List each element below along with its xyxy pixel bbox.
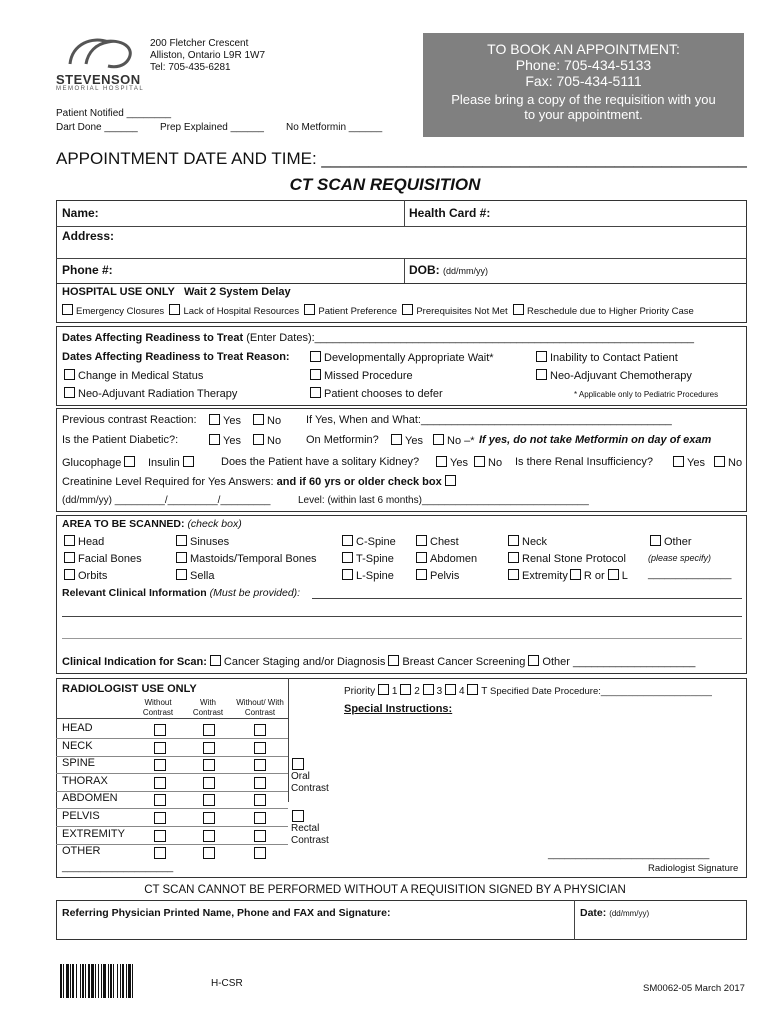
booking-note-2: to your appointment. — [524, 107, 643, 122]
radiologist-signature-label: Radiologist Signature — [648, 863, 739, 874]
without-contrast-checkbox[interactable] — [154, 812, 166, 824]
area-renal-stone[interactable]: Renal Stone Protocol — [508, 552, 626, 565]
without-contrast-checkbox[interactable] — [154, 759, 166, 771]
without-with-contrast-checkbox[interactable] — [254, 847, 266, 859]
with-contrast-checkbox[interactable] — [203, 724, 215, 736]
without-with-contrast-checkbox[interactable] — [254, 742, 266, 754]
referring-box — [56, 900, 747, 940]
option-patient-preference[interactable]: Patient Preference — [304, 306, 397, 317]
rectal-contrast-label: Rectal Contrast — [291, 823, 329, 846]
metformin-no[interactable]: No –* — [433, 434, 475, 447]
option-reschedule[interactable]: Reschedule due to Higher Priority Case — [513, 306, 694, 317]
with-contrast-checkbox[interactable] — [203, 794, 215, 806]
hospital-use-options — [62, 304, 694, 317]
form-title: CT SCAN REQUISITION — [289, 175, 481, 194]
reason-patient-defer[interactable]: Patient chooses to defer — [310, 387, 443, 400]
without-contrast-checkbox[interactable] — [154, 724, 166, 736]
radiologist-title: RADIOLOGIST USE ONLY — [62, 683, 197, 695]
if-yes-field[interactable]: If Yes, When and What:_________________________________________ — [306, 414, 672, 426]
without-with-contrast-checkbox[interactable] — [254, 777, 266, 789]
renal-no[interactable]: No — [714, 456, 742, 469]
logo-mark-icon — [62, 34, 142, 72]
hospital-tel: Tel: 705-435-6281 — [150, 62, 231, 73]
area-orbits[interactable]: Orbits — [64, 569, 107, 582]
radiologist-signature-line[interactable]: _____________________________ — [548, 849, 710, 860]
specified-date-field[interactable]: Specified Date Procedure:_____________________ — [490, 686, 712, 697]
prev-reaction-yes[interactable]: Yes — [209, 414, 241, 427]
prep-explained: Prep Explained ______ — [160, 122, 264, 133]
dob-format: (dd/mm/yy) — [443, 266, 489, 276]
radiologist-blank-line[interactable]: ____________________ — [62, 862, 174, 873]
region-label: THORAX — [62, 774, 108, 787]
area-l-spine[interactable]: L-Spine — [342, 569, 394, 582]
oral-contrast-label: Oral Contrast — [291, 771, 329, 794]
area-head[interactable]: Head — [64, 535, 104, 548]
rectal-contrast-checkbox[interactable] — [292, 810, 304, 822]
hospital-address — [150, 38, 265, 74]
option-emergency[interactable]: Emergency Closures — [62, 306, 164, 317]
region-label: NECK — [62, 739, 93, 752]
with-contrast-checkbox[interactable] — [203, 777, 215, 789]
relevant-line-3[interactable] — [62, 638, 742, 639]
with-contrast-checkbox[interactable] — [203, 830, 215, 842]
creatinine-60-checkbox[interactable] — [445, 475, 456, 486]
no-metformin: No Metformin ______ — [286, 122, 383, 133]
address-line-2: Alliston, Ontario L9R 1W7 — [150, 50, 266, 61]
health-card-field[interactable]: Health Card #: — [409, 206, 491, 220]
option-lack-resources[interactable]: Lack of Hospital Resources — [169, 306, 299, 317]
dob-field[interactable] — [409, 263, 488, 277]
special-instructions-label: Special Instructions: — [344, 703, 453, 715]
patient-notified: Patient Notified ________ — [56, 108, 172, 119]
dob-label: DOB: — [409, 263, 440, 277]
referring-physician-field[interactable]: Referring Physician Printed Name, Phone and FAX and Signature: — [62, 907, 391, 919]
phone-field[interactable]: Phone #: — [62, 263, 113, 277]
region-label: SPINE — [62, 757, 96, 770]
area-extremity[interactable]: Extremity R or L — [508, 569, 628, 582]
relevant-line-1[interactable] — [312, 598, 742, 599]
hospital-use-label: HOSPITAL USE ONLY — [62, 286, 175, 298]
logo-name: STEVENSON — [56, 72, 141, 87]
region-label: OTHER — [62, 845, 101, 858]
name-field[interactable]: Name: — [62, 206, 99, 220]
dart-done: Dart Done ______ — [56, 122, 138, 133]
region-label: EXTREMITY — [62, 827, 125, 840]
without-with-contrast-checkbox[interactable] — [254, 724, 266, 736]
with-contrast-checkbox[interactable] — [203, 812, 215, 824]
hospital-use-title — [62, 286, 291, 298]
relevant-info-label: Relevant Clinical Information (Must be provided): — [62, 587, 301, 599]
form-code: H-CSR — [211, 978, 243, 989]
with-contrast-checkbox[interactable] — [203, 742, 215, 754]
with-contrast-checkbox[interactable] — [203, 847, 215, 859]
readiness-dates-field[interactable]: Dates Affecting Readiness to Treat (Enter Dates):______________________________________________________________ — [62, 332, 694, 344]
priority-1[interactable]: 1 — [378, 686, 398, 697]
priority-2[interactable]: 2 — [400, 686, 420, 697]
area-neck[interactable]: Neck — [508, 535, 547, 548]
metformin-yes[interactable]: Yes — [391, 434, 423, 447]
col-without-contrast: Without Contrast — [142, 698, 174, 717]
oral-contrast-checkbox[interactable] — [292, 758, 304, 770]
creatinine-level-field[interactable]: Level: (within last 6 months)______________________________ — [298, 495, 589, 506]
physician-warning: CT SCAN CANNOT BE PERFORMED WITHOUT A REQUISITION SIGNED BY A PHYSICIAN — [144, 884, 626, 896]
patient-info-box — [56, 200, 747, 284]
form-id: SM0062-05 March 2017 — [643, 983, 745, 994]
pediatric-note: * Applicable only to Pediatric Procedures — [574, 390, 719, 399]
without-with-contrast-checkbox[interactable] — [254, 830, 266, 842]
address-line-1: 200 Fletcher Crescent — [150, 38, 249, 49]
area-sella[interactable]: Sella — [176, 569, 214, 582]
option-prerequisites[interactable]: Prerequisites Not Met — [402, 306, 507, 317]
logo-subtitle: MEMORIAL HOSPITAL — [56, 86, 145, 92]
barcode-icon — [60, 964, 182, 1000]
other-specify-field[interactable]: _______________ — [648, 569, 732, 580]
with-contrast-checkbox[interactable] — [203, 759, 215, 771]
creatinine-date-field[interactable]: (dd/mm/yy) _________/_________/_________ — [62, 495, 271, 506]
glucophage-option[interactable]: Glucophage — [62, 456, 138, 469]
area-mastoids[interactable]: Mastoids/Temporal Bones — [176, 552, 317, 565]
relevant-line-2[interactable] — [62, 616, 742, 617]
referring-date-field[interactable]: Date: (dd/mm/yy) — [580, 907, 650, 919]
area-abdomen[interactable]: Abdomen — [416, 552, 477, 565]
clinical-indication-row: Clinical Indication for Scan: Cancer Staging and/or Diagnosis Breast Cancer Screening Other ____________________ — [62, 656, 696, 668]
reason-developmental[interactable]: Developmentally Appropriate Wait* — [310, 351, 494, 364]
creatinine-line: Creatinine Level Required for Yes Answers: and if 60 yrs or older check box — [62, 475, 459, 488]
renal-label: Is there Renal Insufficiency? — [515, 456, 653, 468]
priority-3[interactable]: 3 — [423, 686, 443, 697]
without-contrast-checkbox[interactable] — [154, 830, 166, 842]
without-contrast-checkbox[interactable] — [154, 742, 166, 754]
booking-phone: Phone: 705-434-5133 — [515, 57, 652, 73]
kidney-no[interactable]: No — [474, 456, 502, 469]
region-label: HEAD — [62, 722, 93, 734]
indication-cancer-staging[interactable]: Cancer Staging and/or Diagnosis — [210, 656, 385, 668]
insulin-option[interactable]: Insulin — [148, 456, 197, 469]
kidney-label: Does the Patient have a solitary Kidney? — [221, 456, 420, 468]
area-other[interactable]: Other — [650, 535, 692, 548]
wait-delay-label: Wait 2 System Delay — [184, 286, 291, 298]
area-c-spine[interactable]: C-Spine — [342, 535, 396, 548]
area-t-spine[interactable]: T-Spine — [342, 552, 394, 565]
booking-title: TO BOOK AN APPOINTMENT: — [487, 41, 680, 57]
reason-neo-radiation[interactable]: Neo-Adjuvant Radiation Therapy — [64, 387, 237, 400]
area-facial-bones[interactable]: Facial Bones — [64, 552, 142, 565]
priority-row: Priority 1 2 3 4 T Specified Date Procedure:_____________________ — [344, 686, 712, 697]
priority-4[interactable]: 4 — [445, 686, 465, 697]
address-field[interactable]: Address: — [62, 229, 115, 243]
area-sinuses[interactable]: Sinuses — [176, 535, 229, 548]
area-title: AREA TO BE SCANNED: (check box) — [62, 518, 242, 530]
metformin-label: On Metformin? — [306, 434, 379, 446]
diabetic-no[interactable]: No — [253, 434, 281, 447]
booking-info-box — [423, 33, 744, 137]
area-chest[interactable]: Chest — [416, 535, 459, 548]
col-without-with-contrast: Without/ With Contrast — [236, 698, 284, 717]
without-with-contrast-checkbox[interactable] — [254, 794, 266, 806]
region-label: PELVIS — [62, 810, 100, 822]
without-contrast-checkbox[interactable] — [154, 794, 166, 806]
prev-reaction-no[interactable]: No — [253, 414, 281, 427]
without-with-contrast-checkbox[interactable] — [254, 759, 266, 771]
without-contrast-checkbox[interactable] — [154, 847, 166, 859]
indication-breast-screening[interactable]: Breast Cancer Screening — [388, 656, 525, 668]
indication-other[interactable]: Other ____________________ — [528, 656, 695, 668]
reason-inability-contact[interactable]: Inability to Contact Patient — [536, 351, 678, 364]
booking-fax: Fax: 705-434-5111 — [525, 73, 642, 89]
booking-note-1: Please bring a copy of the requisition with you — [451, 92, 716, 107]
without-contrast-checkbox[interactable] — [154, 777, 166, 789]
without-with-contrast-checkbox[interactable] — [254, 812, 266, 824]
diabetic-label: Is the Patient Diabetic?: — [62, 434, 179, 446]
diabetic-yes[interactable]: Yes — [209, 434, 241, 447]
reason-neo-chemo[interactable]: Neo-Adjuvant Chemotherapy — [536, 369, 692, 382]
reason-change-status[interactable]: Change in Medical Status — [64, 369, 203, 382]
please-specify-label: (please specify) — [648, 553, 712, 563]
priority-t[interactable]: T — [467, 686, 487, 697]
reason-missed-procedure[interactable]: Missed Procedure — [310, 369, 413, 382]
appointment-date-field[interactable]: APPOINTMENT DATE AND TIME: _____________________________________________ — [56, 149, 747, 168]
area-pelvis[interactable]: Pelvis — [416, 569, 459, 582]
kidney-yes[interactable]: Yes — [436, 456, 468, 469]
prev-reaction-label: Previous contrast Reaction: — [62, 414, 197, 426]
region-label: ABDOMEN — [62, 792, 118, 805]
col-with-contrast: With Contrast — [192, 698, 224, 717]
metformin-warning: If yes, do not take Metformin on day of exam — [479, 434, 712, 446]
renal-yes[interactable]: Yes — [673, 456, 705, 469]
readiness-reason-label: Dates Affecting Readiness to Treat Reason: — [62, 351, 290, 363]
